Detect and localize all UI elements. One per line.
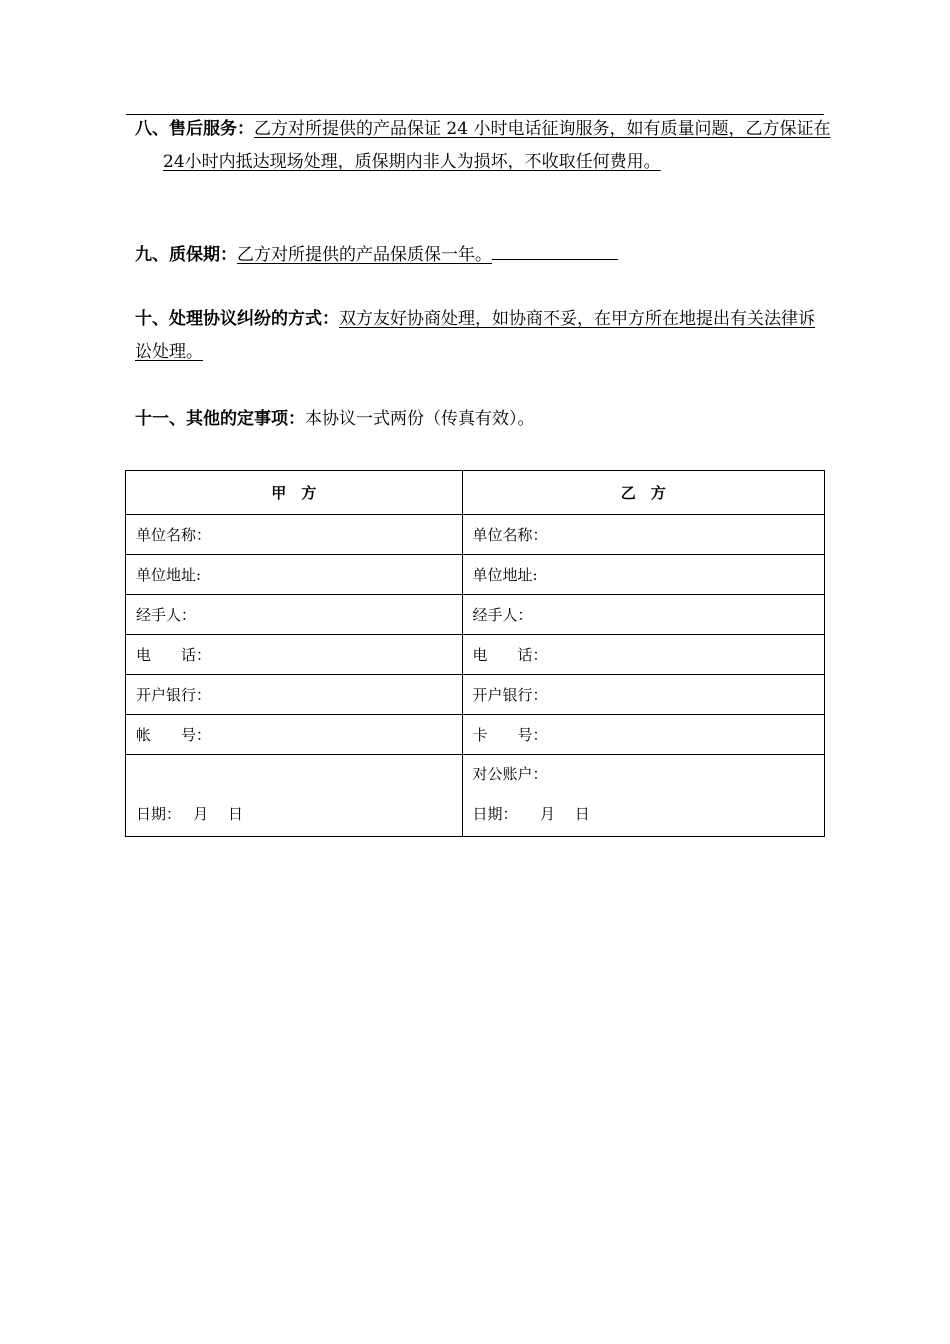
party-a-handler[interactable]: 经手人： bbox=[126, 595, 463, 635]
table-row bbox=[126, 675, 825, 715]
party-b-bank[interactable]: 开户银行： bbox=[462, 675, 824, 715]
section-body: 本协议一式两份（传真有效）。 bbox=[305, 409, 535, 429]
party-b-company-name[interactable]: 单位名称： bbox=[462, 515, 824, 555]
party-b-date-cell[interactable] bbox=[462, 755, 824, 837]
table-row bbox=[126, 555, 825, 595]
party-b-header: 乙 方 bbox=[462, 471, 824, 515]
section-heading: 九、质保期： bbox=[135, 245, 237, 265]
section-body: 乙方对所提供的产品保质保一年。 bbox=[237, 245, 492, 265]
party-a-phone[interactable]: 电 话： bbox=[126, 635, 463, 675]
table-row bbox=[126, 515, 825, 555]
party-a-address[interactable]: 单位地址: bbox=[126, 555, 463, 595]
party-a-date-cell[interactable] bbox=[126, 755, 463, 837]
party-a-bank[interactable]: 开户银行： bbox=[126, 675, 463, 715]
section-heading: 十、处理协议纠纷的方式： bbox=[135, 309, 339, 329]
section-after-sales bbox=[135, 113, 831, 179]
signature-table bbox=[125, 470, 825, 837]
party-a-company-name[interactable]: 单位名称： bbox=[126, 515, 463, 555]
table-header-row bbox=[126, 471, 825, 515]
party-b-handler[interactable]: 经手人： bbox=[462, 595, 824, 635]
party-b-date: 日期： 月 日 bbox=[472, 805, 590, 823]
section-heading: 八、售后服务： bbox=[135, 119, 254, 139]
party-a-account-number[interactable]: 帐 号： bbox=[126, 715, 463, 755]
table-row-date bbox=[126, 755, 825, 837]
section-other bbox=[135, 403, 825, 436]
party-b-address[interactable]: 单位地址: bbox=[462, 555, 824, 595]
party-b-phone[interactable]: 电 话： bbox=[462, 635, 824, 675]
party-a-header: 甲 方 bbox=[126, 471, 463, 515]
section-body: 双方友好协商处理，如协商不妥，在甲方所在地提出有关法律诉讼处理。 bbox=[135, 309, 815, 362]
party-b-card-number[interactable]: 卡 号： bbox=[462, 715, 824, 755]
table-row bbox=[126, 635, 825, 675]
section-dispute bbox=[135, 303, 825, 369]
blank-underline bbox=[492, 241, 618, 260]
party-b-corporate-account: 对公账户： bbox=[472, 765, 548, 783]
table-row bbox=[126, 715, 825, 755]
section-warranty bbox=[135, 239, 825, 272]
table-row bbox=[126, 595, 825, 635]
section-heading: 十一、其他的定事项： bbox=[135, 409, 305, 429]
section-body: 乙方对所提供的产品保证 24 小时电话征询服务，如有质量问题，乙方保证在24小时内抵达现场处理，质保期内非人为损坏，不收取任何费用。 bbox=[163, 119, 831, 172]
party-a-date: 日期： 月 日 bbox=[136, 805, 244, 823]
